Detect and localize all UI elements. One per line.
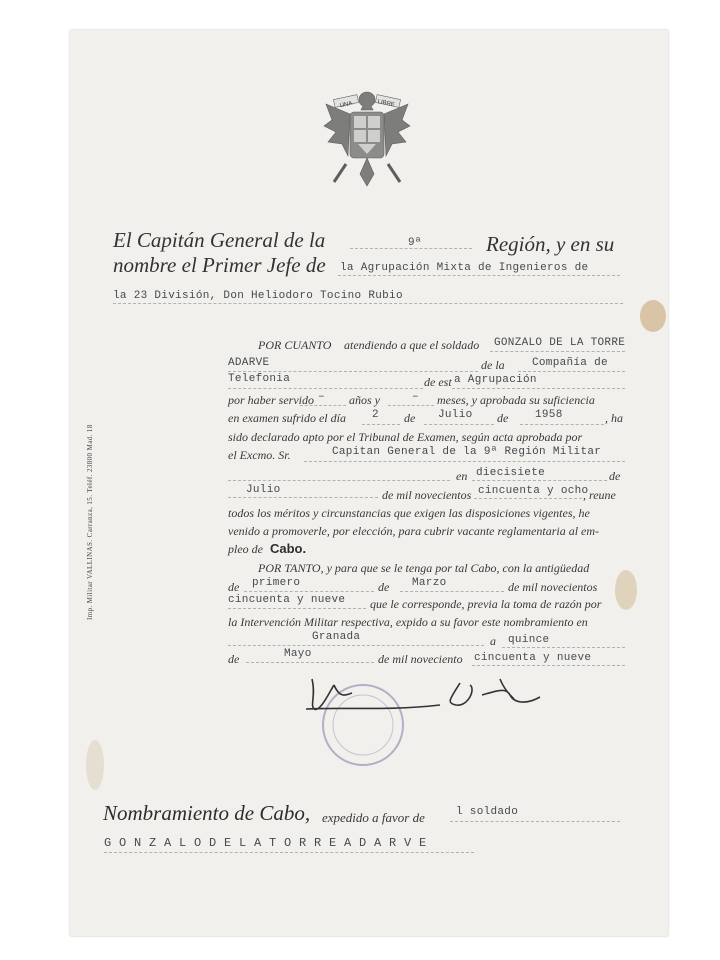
intervencion-text: la Intervención Militar respectiva, expido a su favor este nombramiento en <box>228 615 588 629</box>
handwritten-signatures <box>300 665 560 725</box>
meritos-text: todos los méritos y circunstancias que exigen las disposiciones vigentes, he <box>228 506 590 520</box>
header-line1-prefix: El Capitán General de la <box>113 228 326 252</box>
atendiendo-text: atendiendo a que el soldado <box>344 338 480 352</box>
months-value: – <box>412 391 419 403</box>
de-la-text: de la <box>481 358 505 372</box>
promover-text: venido a promoverle, por elección, para cubrir vacante reglamentaria al em- <box>228 524 600 538</box>
de-mil-text-2: de mil novecientos <box>508 580 598 594</box>
exam-year: 1958 <box>535 409 563 421</box>
company-value: Compañía de <box>532 357 608 369</box>
acta-year: cincuenta y ocho <box>478 485 589 497</box>
unit-line1: la Agrupación Mixta de Ingenieros de <box>340 262 589 274</box>
soldier-name-a: GONZALO DE LA TORRE <box>494 337 626 349</box>
agrupacion-value: a Agrupación <box>454 374 537 386</box>
por-haber-text: por haber servido <box>228 393 314 407</box>
soldier-name-b: ADARVE <box>228 357 270 369</box>
reune-text: , reune <box>583 488 616 502</box>
a-text: a <box>490 634 496 648</box>
acta-month: Julio <box>246 484 281 496</box>
printer-imprint: Imp. Militar VALLINAS. Carranza, 15. Teléf. 23800 Mad. 18 <box>86 424 94 620</box>
ha-text: , ha <box>605 411 623 425</box>
de-text-1: de <box>404 411 416 425</box>
de-text-4: de <box>228 580 240 594</box>
de-text-5: de <box>378 580 390 594</box>
header-line2-prefix: nombre el Primer Jefe de <box>113 253 326 277</box>
issue-day: quince <box>508 634 550 646</box>
years-value: – <box>318 391 325 403</box>
de-text-6: de <box>228 652 240 666</box>
antiguedad-day: primero <box>252 577 301 589</box>
exam-day: 2 <box>372 409 379 421</box>
de-mil-text: de mil novecientos <box>382 488 472 502</box>
stain-mark <box>640 300 666 332</box>
spanish-eagle-crest-icon <box>320 86 414 192</box>
declarado-text: sido declarado apto por el Tribunal de Examen, según acta aprobada por <box>228 430 583 444</box>
issue-month: Mayo <box>284 648 312 660</box>
expedido-text: expedido a favor de <box>322 810 425 825</box>
motto-left: UNA <box>339 100 354 110</box>
stain-mark <box>615 570 637 610</box>
pleo-de-text: pleo de <box>228 542 263 556</box>
region-value: 9ª <box>408 237 422 249</box>
stain-mark <box>86 740 104 790</box>
authority-value: Capitan General de la 9ª Región Militar <box>332 446 602 458</box>
place-value: Granada <box>312 631 361 643</box>
de-text-2: de <box>497 411 509 425</box>
footer-title: Nombramiento de Cabo, <box>103 801 311 825</box>
exam-month: Julio <box>438 409 473 421</box>
en-text: en <box>456 469 468 483</box>
meses-text: meses, y aprobada su suficiencia <box>437 393 595 407</box>
recipient-name: G O N Z A L O D E L A T O R R E A D A R V E <box>104 836 427 850</box>
corresponde-text: que le corresponde, previa la toma de razón por <box>370 597 602 611</box>
examen-text: en examen sufrido el día <box>228 411 346 425</box>
anos-y-text: años y <box>349 393 380 407</box>
de-mil-text-3: de mil noveciento <box>378 652 463 666</box>
de-text-3: de <box>609 469 621 483</box>
issue-year: cincuenta y nueve <box>474 652 592 664</box>
por-cuanto-label: POR CUANTO <box>258 338 332 352</box>
acta-day: diecisiete <box>476 467 546 479</box>
company-value-2: Telefonia <box>228 373 291 385</box>
header-line1-suffix: Región, y en su <box>486 232 615 256</box>
excmo-text: el Excmo. Sr. <box>228 448 291 462</box>
motto-right: LIBRE <box>376 98 396 109</box>
recipient-rank: l soldado <box>456 806 519 818</box>
antiguedad-month: Marzo <box>412 577 447 589</box>
antiguedad-year: cincuenta y nueve <box>228 594 346 606</box>
de-est-text: de est <box>424 375 452 389</box>
rank-value: Cabo. <box>270 541 307 556</box>
por-tanto-text: POR TANTO, y para que se le tenga por tal Cabo, con la antigüedad <box>258 561 590 575</box>
unit-line2: la 23 División, Don Heliodoro Tocino Rubio <box>113 290 403 302</box>
